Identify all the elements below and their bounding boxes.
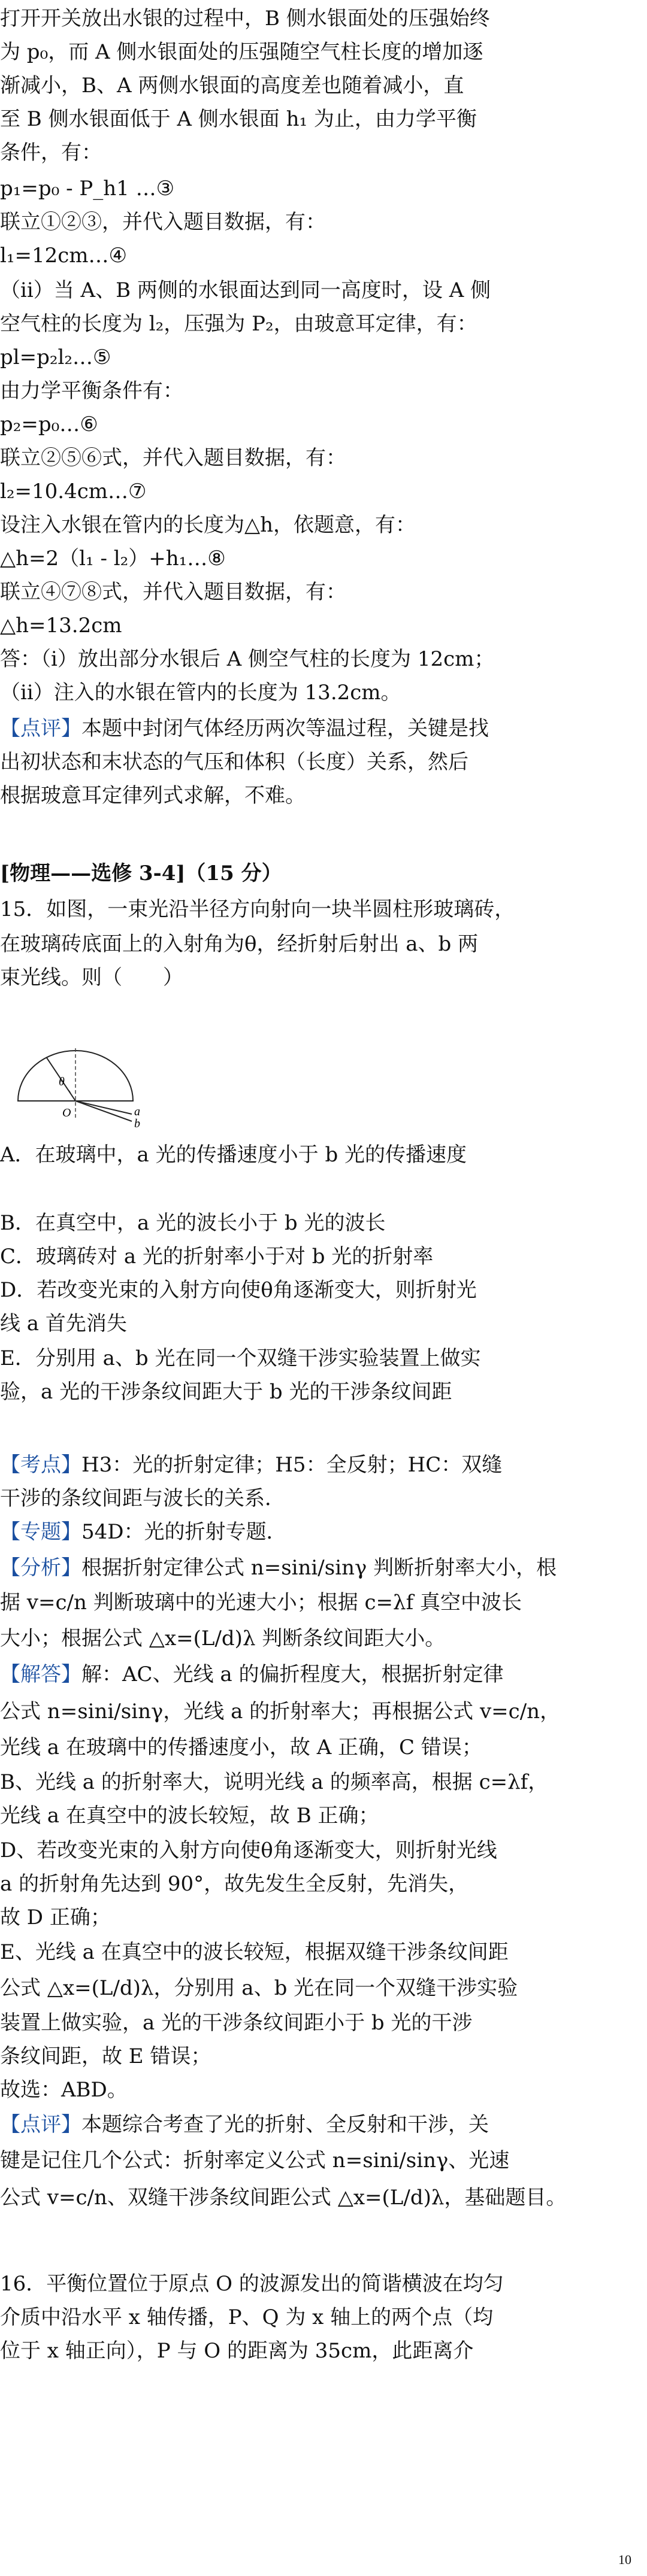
text-line: 联立④⑦⑧式，并代入题目数据，有： — [0, 580, 346, 604]
formula-line: △h=13.2cm — [0, 614, 122, 638]
jieda-line: a 的折射角先达到 90°，故先发生全反射，先消失， — [0, 1872, 469, 1896]
jieda-tag: 【解答】 — [0, 1662, 81, 1686]
jieda-line: 装置上做实验，a 光的干涉条纹间距小于 b 光的干涉 — [0, 2011, 473, 2035]
option-e-cont: 验，a 光的干涉条纹间距大于 b 光的干涉条纹间距 — [0, 1380, 452, 1404]
text-line: 条件，有： — [0, 141, 102, 165]
fenxi-line — [0, 1553, 635, 1583]
zhuanti-line — [0, 1517, 635, 1547]
jieda-line: D、若改变光束的入射方向使θ角逐渐变大，则折射光线 — [0, 1838, 497, 1862]
text-line: 为 p₀，而 A 侧水银面处的压强随空气柱长度的增加逐 — [0, 40, 483, 64]
jieda-line: 公式 n=sini/sinγ，光线 a 的折射率大；再根据公式 v=c/n， — [0, 1700, 561, 1724]
comment-text: 本题中封闭气体经历两次等温过程，关键是找 — [81, 717, 489, 741]
formula-line: p₁=p₀ - P_h1 …③ — [0, 177, 175, 201]
comment-text: 本题综合考查了光的折射、全反射和干涉，关 — [81, 2113, 489, 2137]
answer-line: （ii）注入的水银在管内的长度为 13.2cm。 — [0, 681, 401, 705]
question-line: 16．平衡位置位于原点 O 的波源发出的简谐横波在均匀 — [0, 2272, 504, 2296]
text-line: 联立②⑤⑥式，并代入题目数据，有： — [0, 446, 346, 470]
section-header: [物理——选修 3-4]（15 分） — [0, 861, 282, 885]
kaodian-line: 干涉的条纹间距与波长的关系． — [0, 1486, 285, 1510]
formula-line: pl=p₂l₂…⑤ — [0, 345, 111, 369]
option-a: A．在玻璃中，a 光的传播速度小于 b 光的传播速度 — [0, 1143, 467, 1167]
jieda-conclusion: 故选：ABD。 — [0, 2078, 128, 2102]
question-line: 束光线。则（ ） — [0, 966, 183, 990]
comment-tag: 【点评】 — [0, 717, 81, 741]
fenxi-line: 大小；根据公式 △x=(L/d)λ 判断条纹间距大小。 — [0, 1627, 446, 1650]
text-line: 渐减小，B、A 两侧水银面的高度差也随着减小，直 — [0, 74, 464, 98]
fenxi-tag: 【分析】 — [0, 1556, 81, 1580]
option-c: C．玻璃砖对 a 光的折射率小于对 b 光的折射率 — [0, 1245, 434, 1269]
kaodian-text: H3：光的折射定律；H5：全反射；HC：双缝 — [81, 1453, 503, 1477]
origin-label: O — [62, 1106, 71, 1119]
question-line: 位于 x 轴正向），P 与 O 的距离为 35cm，此距离介 — [0, 2339, 474, 2363]
comment-line — [0, 2110, 635, 2140]
comment-line: 公式 v=c/n、双缝干涉条纹间距公式 △x=(L/d)λ，基础题目。 — [0, 2186, 567, 2210]
ray-a-label: a — [134, 1105, 140, 1118]
jieda-line: 故 D 正确； — [0, 1906, 111, 1929]
question-line: 在玻璃砖底面上的入射角为θ，经折射后射出 a、b 两 — [0, 932, 479, 956]
formula-line: l₁=12cm…④ — [0, 244, 128, 268]
text-line: 打开开关放出水银的过程中，B 侧水银面处的压强始终 — [0, 7, 490, 31]
fenxi-line: 据 v=c/n 判断玻璃中的光速大小；根据 c=λf 真空中波长 — [0, 1591, 522, 1615]
comment-line: 出初状态和末状态的气压和体积（长度）关系，然后 — [0, 750, 468, 774]
jieda-line: E、光线 a 在真空中的波长较短，根据双缝干涉条纹间距 — [0, 1940, 509, 1964]
zhuanti-text: 54D：光的折射专题． — [81, 1520, 287, 1544]
text-line: 至 B 侧水银面低于 A 侧水银面 h₁ 为止，由力学平衡 — [0, 107, 477, 131]
jieda-text: 解：AC、光线 a 的偏折程度大，根据折射定律 — [81, 1662, 504, 1686]
comment-tag: 【点评】 — [0, 2113, 81, 2137]
formula-line: l₂=10.4cm…⑦ — [0, 480, 147, 503]
comment-line — [0, 714, 635, 744]
option-d: D．若改变光束的入射方向使θ角逐渐变大，则折射光 — [0, 1278, 477, 1302]
jieda-line: 条纹间距，故 E 错误； — [0, 2044, 211, 2068]
page-number: 10 — [618, 2552, 631, 2567]
ray-b-label: b — [134, 1117, 140, 1130]
question-line: 介质中沿水平 x 轴传播，P、Q 为 x 轴上的两个点（均 — [0, 2305, 494, 2329]
formula-line: △h=2（l₁ - l₂）+h₁…⑧ — [0, 547, 226, 571]
text-line: 由力学平衡条件有： — [0, 379, 183, 403]
zhuanti-tag: 【专题】 — [0, 1520, 81, 1544]
text-line: 空气柱的长度为 l₂，压强为 P₂，由玻意耳定律，有： — [0, 312, 477, 336]
option-b: B．在真空中，a 光的波长小于 b 光的波长 — [0, 1211, 386, 1235]
comment-line: 键是记住几个公式：折射率定义公式 n=sini/sinγ、光速 — [0, 2149, 510, 2173]
text-line: 联立①②③，并代入题目数据，有： — [0, 210, 326, 234]
jieda-line: 光线 a 在玻璃中的传播速度小，故 A 正确，C 错误； — [0, 1735, 482, 1759]
semicircle-glass-figure — [10, 1046, 147, 1130]
jieda-line — [0, 1659, 635, 1689]
jieda-line: 公式 △x=(L/d)λ，分别用 a、b 光在同一个双缝干涉实验 — [0, 1976, 518, 2000]
jieda-line: 光线 a 在真空中的波长较短，故 B 正确； — [0, 1804, 379, 1828]
question-line: 15．如图，一束光沿半径方向射向一块半圆柱形玻璃砖， — [0, 897, 515, 921]
text-line: 设注入水银在管内的长度为△h，依题意，有： — [0, 513, 416, 537]
formula-line: p₂=p₀…⑥ — [0, 412, 98, 436]
jieda-line: B、光线 a 的折射率大，说明光线 a 的频率高，根据 c=λf， — [0, 1770, 549, 1794]
theta-label: θ — [59, 1075, 65, 1088]
option-d-cont: 线 a 首先消失 — [0, 1312, 127, 1336]
fenxi-text: 根据折射定律公式 n=sini/sinγ 判断折射率大小，根 — [81, 1556, 557, 1580]
comment-line: 根据玻意耳定律列式求解，不难。 — [0, 784, 306, 808]
text-line: （ii）当 A、B 两侧的水银面达到同一高度时，设 A 侧 — [0, 278, 491, 302]
kaodian-tag: 【考点】 — [0, 1453, 81, 1477]
kaodian-line — [0, 1450, 635, 1480]
option-e: E．分别用 a、b 光在同一个双缝干涉实验装置上做实 — [0, 1346, 481, 1370]
answer-line: 答：（i）放出部分水银后 A 侧空气柱的长度为 12cm； — [0, 647, 495, 671]
